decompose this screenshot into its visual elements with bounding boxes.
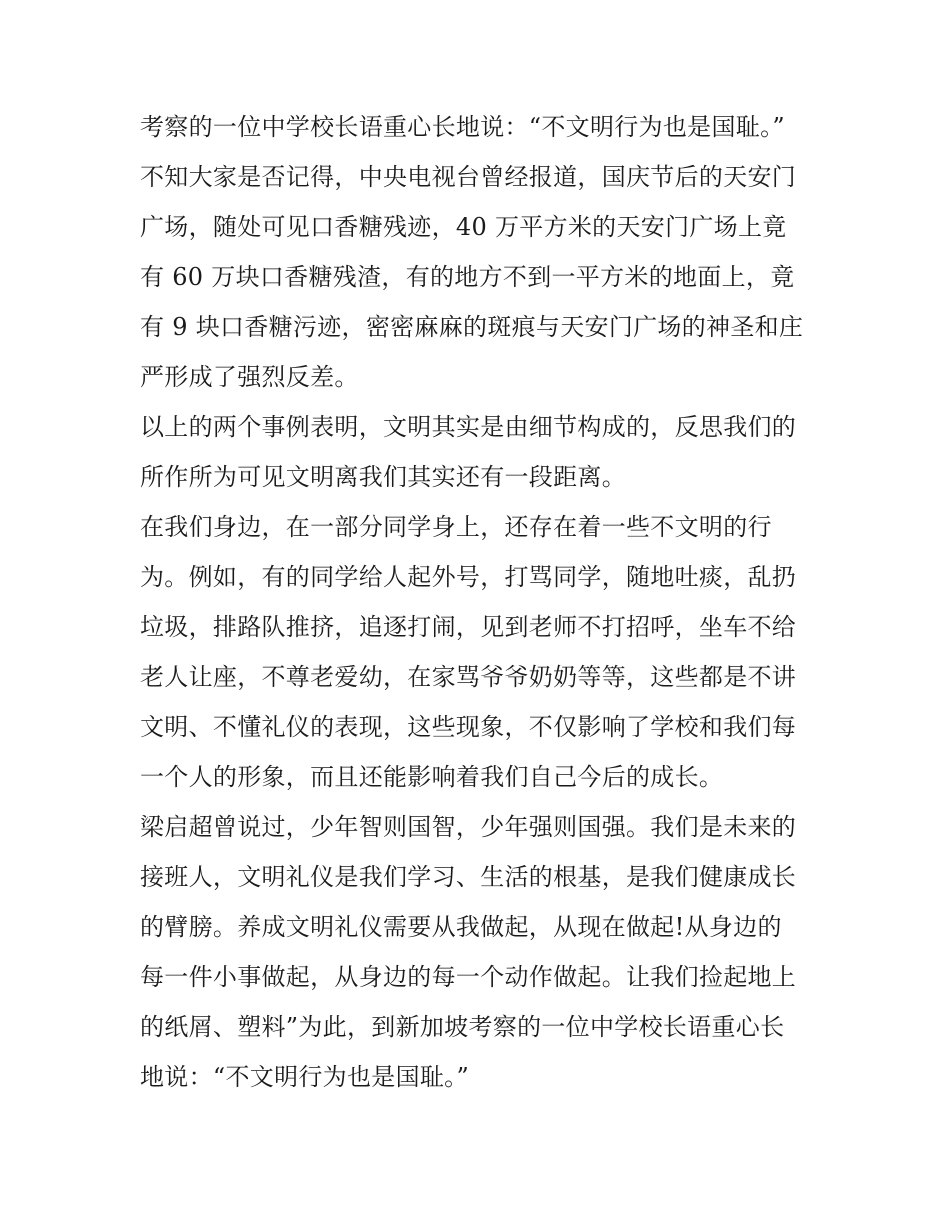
text-line: 梁启超曾说过，少年智则国智，少年强则国强。我们是未来的	[140, 813, 797, 841]
text-line: 的纸屑、塑料”为此，到新加坡考察的一位中学校长语重心长	[140, 1013, 785, 1041]
text-line: 有 9 块口香糖污迹，密密麻麻的斑痕与天安门广场的神圣和庄	[140, 313, 804, 341]
text-line: 地说：“不文明行为也是国耻。”	[140, 1063, 470, 1091]
text-line: 在我们身边，在一部分同学身上，还存在着一些不文明的行	[140, 513, 772, 541]
text-line: 不知大家是否记得，中央电视台曾经报道，国庆节后的天安门	[140, 163, 797, 191]
text-line: 以上的两个事例表明，文明其实是由细节构成的，反思我们的	[140, 413, 797, 441]
text-line: 一个人的形象，而且还能影响着我们自己今后的成长。	[140, 763, 724, 791]
text-line: 的臂膀。养成文明礼仪需要从我做起，从现在做起!从身边的	[140, 913, 782, 941]
text-line: 接班人，文明礼仪是我们学习、生活的根基，是我们健康成长	[140, 863, 797, 891]
text-line: 老人让座，不尊老爱幼，在家骂爷爷奶奶等等，这些都是不讲	[140, 663, 797, 691]
text-line: 每一件小事做起，从身边的每一个动作做起。让我们捡起地上	[140, 963, 797, 991]
text-line: 为。例如，有的同学给人起外号，打骂同学，随地吐痰，乱扔	[140, 563, 797, 591]
text-line: 严形成了强烈反差。	[140, 363, 359, 391]
text-line: 文明、不懂礼仪的表现，这些现象，不仅影响了学校和我们每	[140, 713, 797, 741]
text-line: 有 60 万块口香糖残渣，有的地方不到一平方米的地面上，竟	[140, 263, 795, 291]
text-line: 广场，随处可见口香糖残迹，40 万平方米的天安门广场上竟	[140, 213, 787, 241]
document-body	[140, 102, 820, 1102]
text-line: 垃圾，排路队推挤，追逐打闹，见到老师不打招呼，坐车不给	[140, 613, 797, 641]
text-line: 考察的一位中学校长语重心长地说：“不文明行为也是国耻。”	[140, 113, 785, 141]
text-line: 所作所为可见文明离我们其实还有一段距离。	[140, 463, 626, 491]
